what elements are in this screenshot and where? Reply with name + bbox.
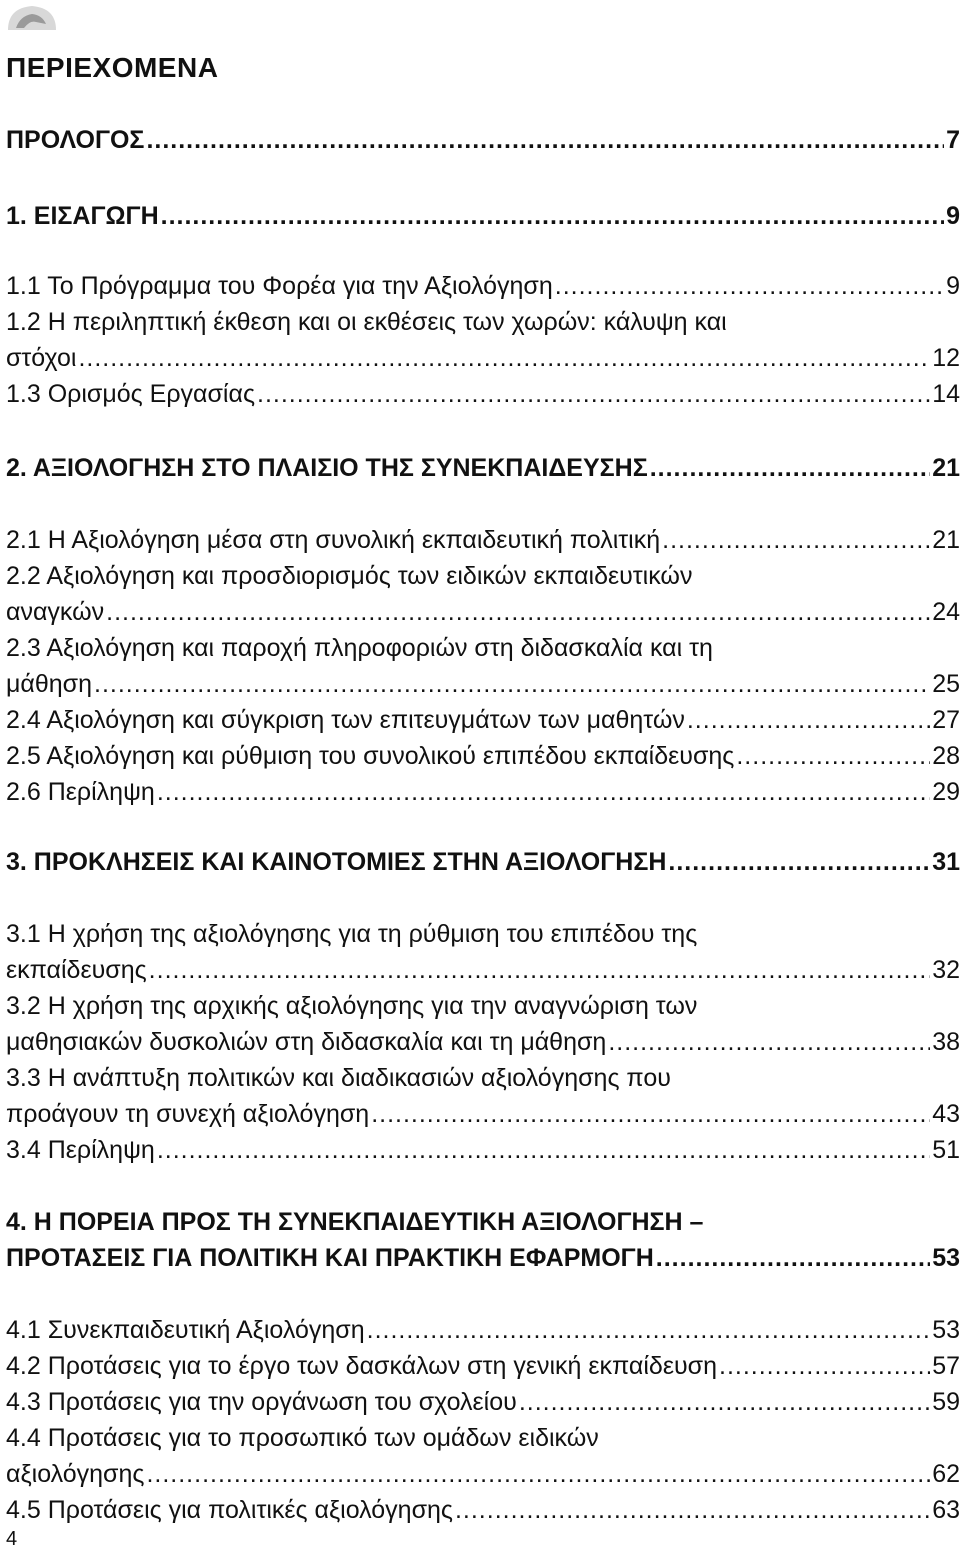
toc-entry-page: 62 — [932, 1460, 960, 1488]
toc-entry-title: 1. ΕΙΣΑΓΩΓΗ — [6, 202, 159, 230]
toc-entry-3-2[interactable] — [6, 988, 960, 1060]
toc-entry-title: μαθησιακών δυσκολιών στη διδασκαλία και τη μάθηση — [6, 1028, 607, 1056]
toc-entry-page: 25 — [932, 670, 960, 698]
toc-entry-page: 21 — [932, 526, 960, 554]
toc-entry-title: προάγουν τη συνεχή αξιολόγηση — [6, 1100, 370, 1128]
toc-entry-1-3[interactable] — [6, 376, 960, 412]
toc-entry-page: 29 — [932, 778, 960, 806]
toc-entry-page: 9 — [946, 202, 960, 230]
toc-entry-title: αξιολόγησης — [6, 1460, 145, 1488]
toc-entry-page: 27 — [932, 706, 960, 734]
toc-entry-page: 9 — [946, 272, 960, 300]
leader-dots — [555, 268, 944, 304]
toc-entry-title: 4.5 Προτάσεις για πολιτικές αξιολόγησης — [6, 1496, 453, 1524]
leader-dots — [257, 376, 930, 412]
leader-dots — [736, 738, 930, 774]
toc-entry-title: 3. ΠΡΟΚΛΗΣΕΙΣ ΚΑΙ ΚΑΙΝΟΤΟΜΙΕΣ ΣΤΗΝ ΑΞΙΟΛΟΓΗΣΗ — [6, 848, 667, 876]
leader-dots — [668, 844, 930, 880]
publisher-logo-icon — [2, 0, 62, 34]
toc-entry-title-line1: 3.1 Η χρήση της αξιολόγησης για τη ρύθμιση του επιπέδου της — [6, 920, 698, 948]
toc-entry-2-2[interactable] — [6, 558, 960, 630]
toc-entry-title: 2.5 Αξιολόγηση και ρύθμιση του συνολικού επιπέδου εκπαίδευσης — [6, 742, 735, 770]
leader-dots — [519, 1384, 930, 1420]
toc-entry-3-3[interactable] — [6, 1060, 960, 1132]
toc-entry-page: 57 — [932, 1352, 960, 1380]
leader-dots — [146, 122, 944, 158]
toc-entry-page: 59 — [932, 1388, 960, 1416]
toc-entry-title: 2.4 Αξιολόγηση και σύγκριση των επιτευγμάτων των μαθητών — [6, 706, 685, 734]
toc-entry-2-3[interactable] — [6, 630, 960, 702]
toc-entry-4-1[interactable] — [6, 1312, 960, 1348]
leader-dots — [608, 1024, 930, 1060]
toc-entry-3-1[interactable] — [6, 916, 960, 988]
leader-dots — [157, 774, 930, 810]
toc-entry-title: 2. ΑΞΙΟΛΟΓΗΣΗ ΣΤΟ ΠΛΑΙΣΙΟ ΤΗΣ ΣΥΝΕΚΠΑΙΔΕΥΣΗΣ — [6, 454, 648, 482]
toc-entry-title: ΠΡΟΤΑΣΕΙΣ ΓΙΑ ΠΟΛΙΤΙΚΗ ΚΑΙ ΠΡΑΚΤΙΚΗ ΕΦΑΡΜΟΓΗ — [6, 1244, 654, 1272]
toc-entry-page: 12 — [932, 344, 960, 372]
toc-entry-3-4[interactable] — [6, 1132, 960, 1168]
toc-entry-1-1[interactable] — [6, 268, 960, 304]
leader-dots — [78, 340, 930, 376]
leader-dots — [367, 1312, 931, 1348]
toc-entry-title: αναγκών — [6, 598, 105, 626]
toc-entry-chapter-2[interactable] — [6, 450, 960, 486]
toc-entry-title: 2.6 Περίληψη — [6, 778, 155, 806]
toc-entry-title: 4.3 Προτάσεις για την οργάνωση του σχολείου — [6, 1388, 517, 1416]
toc-entry-title: 1.1 Το Πρόγραμμα του Φορέα για την Αξιολόγηση — [6, 272, 553, 300]
toc-entry-page: 28 — [932, 742, 960, 770]
leader-dots — [455, 1492, 930, 1528]
leader-dots — [157, 1132, 930, 1168]
toc-entry-page: 53 — [932, 1244, 960, 1272]
toc-entry-title: 1.3 Ορισμός Εργασίας — [6, 380, 255, 408]
toc-entry-4-3[interactable] — [6, 1384, 960, 1420]
toc-entry-page: 14 — [932, 380, 960, 408]
toc-entry-title: 3.4 Περίληψη — [6, 1136, 155, 1164]
toc-entry-title: στόχοι — [6, 344, 77, 372]
toc-entry-chapter-3[interactable] — [6, 844, 960, 880]
toc-entry-prologue[interactable] — [6, 122, 960, 158]
leader-dots — [146, 1456, 930, 1492]
toc-entry-title: ΠΡΟΛΟΓΟΣ — [6, 126, 145, 154]
leader-dots — [94, 666, 930, 702]
leader-dots — [106, 594, 930, 630]
toc-entry-title: μάθηση — [6, 670, 92, 698]
leader-dots — [662, 522, 930, 558]
toc-entry-page: 24 — [932, 598, 960, 626]
leader-dots — [656, 1240, 930, 1276]
toc-entry-page: 21 — [932, 454, 960, 482]
toc-entry-title: 4.1 Συνεκπαιδευτική Αξιολόγηση — [6, 1316, 365, 1344]
toc-entry-title-line1: 2.2 Αξιολόγηση και προσδιορισμός των ειδικών εκπαιδευτικών — [6, 562, 693, 590]
toc-entry-page: 38 — [932, 1028, 960, 1056]
leader-dots — [149, 952, 931, 988]
toc-entry-title: 4.2 Προτάσεις για το έργο των δασκάλων στη γενική εκπαίδευση — [6, 1352, 717, 1380]
toc-entry-2-1[interactable] — [6, 522, 960, 558]
leader-dots — [687, 702, 930, 738]
toc-entry-chapter-4[interactable] — [6, 1204, 960, 1276]
toc-entry-title: 2.1 Η Αξιολόγηση μέσα στη συνολική εκπαιδευτική πολιτική — [6, 526, 661, 554]
leader-dots — [371, 1096, 930, 1132]
leader-dots — [650, 450, 930, 486]
toc-entry-4-5[interactable] — [6, 1492, 960, 1528]
leader-dots — [719, 1348, 930, 1384]
toc-entry-title-line1: 2.3 Αξιολόγηση και παροχή πληροφοριών στη διδασκαλία και τη — [6, 634, 713, 662]
page-number: 4 — [6, 1528, 18, 1550]
toc-entry-1-2[interactable] — [6, 304, 960, 376]
toc-entry-page: 31 — [932, 848, 960, 876]
toc-entry-title: εκπαίδευσης — [6, 956, 147, 984]
toc-heading: ΠΕΡΙΕΧΟΜΕΝΑ — [6, 52, 219, 83]
toc-entry-4-4[interactable] — [6, 1420, 960, 1492]
toc-entry-title-line1: 4.4 Προτάσεις για το προσωπικό των ομάδων ειδικών — [6, 1424, 599, 1452]
toc-entry-title-line1: 4. Η ΠΟΡΕΙΑ ΠΡΟΣ ΤΗ ΣΥΝΕΚΠΑΙΔΕΥΤΙΚΗ ΑΞΙΟΛΟΓΗΣΗ – — [6, 1208, 704, 1236]
toc-entry-title-line1: 1.2 Η περιληπτική έκθεση και οι εκθέσεις των χωρών: κάλυψη και — [6, 308, 727, 336]
toc-entry-title-line1: 3.3 Η ανάπτυξη πολιτικών και διαδικασιών αξιολόγησης που — [6, 1064, 671, 1092]
toc-entry-title-line1: 3.2 Η χρήση της αρχικής αξιολόγησης για την αναγνώριση των — [6, 992, 698, 1020]
toc-entry-page: 32 — [932, 956, 960, 984]
toc-entry-page: 7 — [946, 126, 960, 154]
toc-entry-2-6[interactable] — [6, 774, 960, 810]
toc-entry-chapter-1[interactable] — [6, 198, 960, 234]
toc-entry-2-4[interactable] — [6, 702, 960, 738]
leader-dots — [161, 198, 944, 234]
toc-entry-page: 53 — [932, 1316, 960, 1344]
toc-entry-4-2[interactable] — [6, 1348, 960, 1384]
toc-entry-page: 51 — [932, 1136, 960, 1164]
toc-entry-2-5[interactable] — [6, 738, 960, 774]
toc-entry-page: 63 — [932, 1496, 960, 1524]
toc-entry-page: 43 — [932, 1100, 960, 1128]
